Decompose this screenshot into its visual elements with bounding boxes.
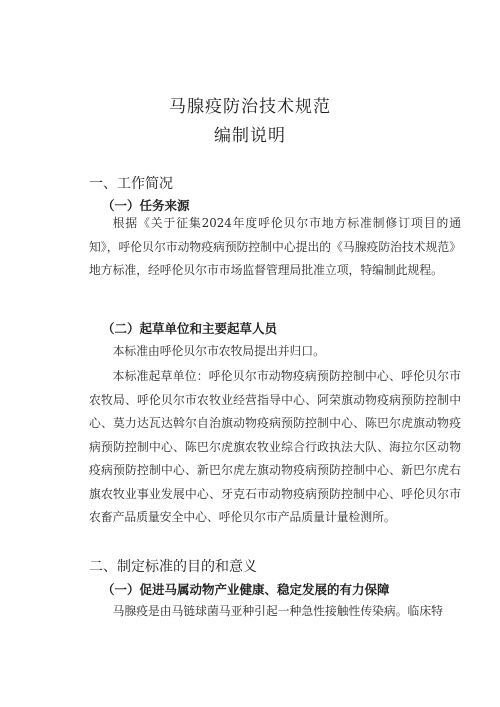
subsection-heading-1-1: （一）任务来源 <box>102 198 190 213</box>
document-title: 马腺疫防治技术规范 <box>169 97 331 117</box>
document-subtitle: 编制说明 <box>214 126 286 146</box>
section-heading-1: 一、工作简况 <box>89 176 173 192</box>
subsection-heading-2-1: （一）促进马属动物产业健康、稳定发展的有力保障 <box>102 582 390 597</box>
paragraph-proposer: 本标准由呼伦贝尔市农牧局提出并归口。 <box>112 344 325 358</box>
paragraph-disease-intro: 马腺疫是由马链球菌马亚种引起一种急性接触性传染病。临床特 <box>112 604 443 618</box>
paragraph-drafting-units: 本标准起草单位：呼伦贝尔市动物疫病预防控制中心、呼伦贝尔市农牧局、呼伦贝尔市农牧业经营指导中心、阿荣旗动物疫病预防控制中心、莫力达瓦达斡尔自治旗动物疫病预防控制中心、陈巴尔虎旗动物疫病预防控制中心、陈巴尔虎旗农牧业综合行政执法大队、海拉尔区动物疫病预防控制中心、新巴尔虎左旗动物疫病预防控制中心、新巴尔虎右旗农牧业事业发展中心、牙克石市动物疫病预防控制中心、呼伦贝尔市农畜产品质量安全中心、呼伦贝尔市产品质量计量检测所。 <box>89 369 461 524</box>
paragraph-task-source: 根据《关于征集2024年度呼伦贝尔市地方标准制修订项目的通知》，呼伦贝尔市动物疫病预防控制中心提出的《马腺疫防治技术规范》地方标准，经呼伦贝尔市市场监督管理局批准立项，特编制此规程。 <box>89 216 461 277</box>
section-heading-2: 二、制定标准的目的和意义 <box>89 559 257 575</box>
subsection-heading-1-2: （二）起草单位和主要起草人员 <box>102 321 278 336</box>
